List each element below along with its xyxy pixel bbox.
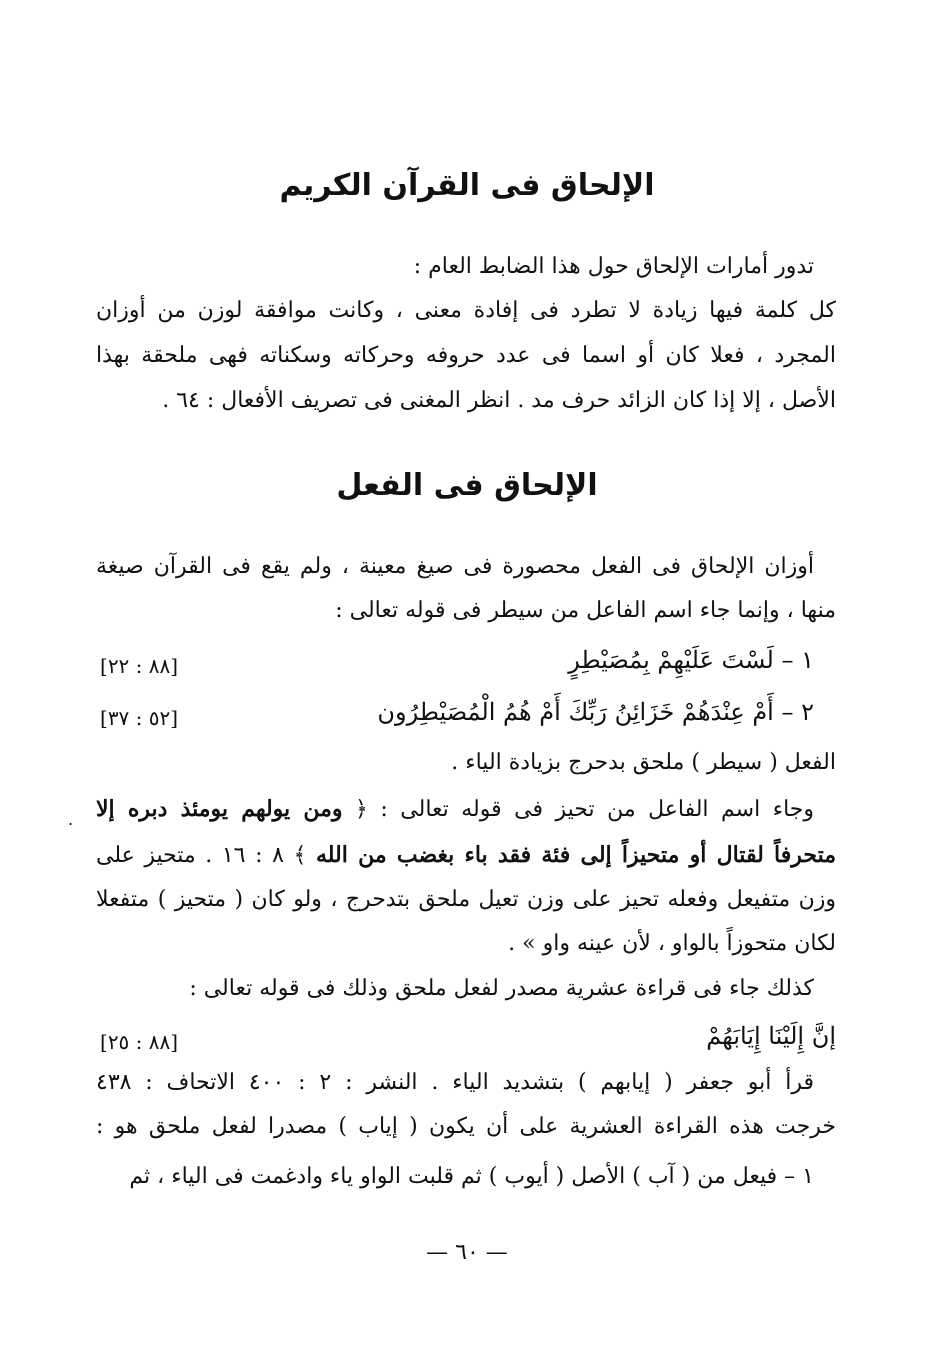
ashriya-verse-reference: [٨٨ : ٢٥] [100,1030,179,1054]
ashriya-verse: إنَّ إِلَيْنَا إِيَابَهُمْ [706,1022,836,1050]
tahayyuz-line-1 [96,798,814,821]
intro-line-4: الأصل ، إلا إذا كان الزائد حرف مد . انظر المغنى فى تصريف الأفعال : ٦٤ . [162,388,836,413]
tahayyuz-verse-ref: ﴾ ٨ : ١٦ . متحيز على [96,843,307,868]
page-number: — ٦٠ — [426,1240,508,1265]
verb-intro-line-2: منها ، وإنما جاء اسم الفاعل من سيطر فى قوله تعالى : [335,598,836,623]
tahayyuz-verse-start: ومن يولهم يومئذ دبره إلا [96,796,343,822]
heading-ilhaq-verb: الإلحاق فى الفعل [336,468,598,503]
verb-intro-line-1: أوزان الإلحاق فى الفعل محصورة فى صيغ معينة ، ولم يقع فى القرآن صيغة [96,554,814,579]
margin-dot: . [68,810,74,829]
intro-line-3: المجرد ، فعلا كان أو اسما فى عدد حروفه وحركاته وسكناته فهى ملحقة بهذا [96,343,836,368]
ashriya-line-1: قرأ أبو جعفر ( إيابهم ) بتشديد الياء . النشر : ٢ : ٤٠٠ الاتحاف : ٤٣٨ [96,1070,814,1095]
tahayyuz-line-4: لكان متحوزاً بالواو ، لأن عينه واو » . [508,931,836,956]
ashriya-line-2: خرجت هذه القراءة العشرية على أن يكون ( إياب ) مصدرا لفعل ملحق هو : [96,1114,836,1139]
sayter-note: الفعل ( سيطر ) ملحق بدحرج بزيادة الياء . [451,750,836,775]
ashriya-line-3: ١ – فيعل من ( آب ) الأصل ( أيوب ) ثم قلبت الواو ياء وادغمت فى الياء ، ثم [129,1164,814,1189]
intro-line-2: كل كلمة فيها زيادة لا تطرد فى إفادة معنى ، وكانت موافقة لوزن من أوزان [96,298,836,323]
verse-2-text: ٢ – أَمْ عِنْدَهُمْ خَزَائِنُ رَبِّكَ أَمْ هُمُ الْمُصَيْطِرُون [377,698,814,726]
tahayyuz-line-1-intro: وجاء اسم الفاعل من تحيز فى قوله تعالى : ﴿ [354,797,814,822]
verse-1-reference: [٨٨ : ٢٢] [100,654,179,678]
tahayyuz-line-3: وزن متفيعل وفعله تحيز على وزن تعيل ملحق بتدحرج ، ولو كان ( متحيز ) متفعلا [96,887,836,912]
intro-line-1: تدور أمارات الإلحاق حول هذا الضابط العام : [413,254,814,279]
verse-2-reference: [٥٢ : ٣٧] [100,706,179,730]
heading-ilhaq-quran: الإلحاق فى القرآن الكريم [279,168,655,203]
verse-1-text: ١ – لَسْتَ عَلَيْهِمْ بِمُصَيْطِرٍ [568,646,814,674]
tahayyuz-verse-end: متحرفاً لقتال أو متحيزاً إلى فئة فقد باء بغضب من الله [315,842,837,868]
ashriya-intro: كذلك جاء فى قراءة عشرية مصدر لفعل ملحق وذلك فى قوله تعالى : [189,976,814,1001]
tahayyuz-line-2 [96,844,836,867]
